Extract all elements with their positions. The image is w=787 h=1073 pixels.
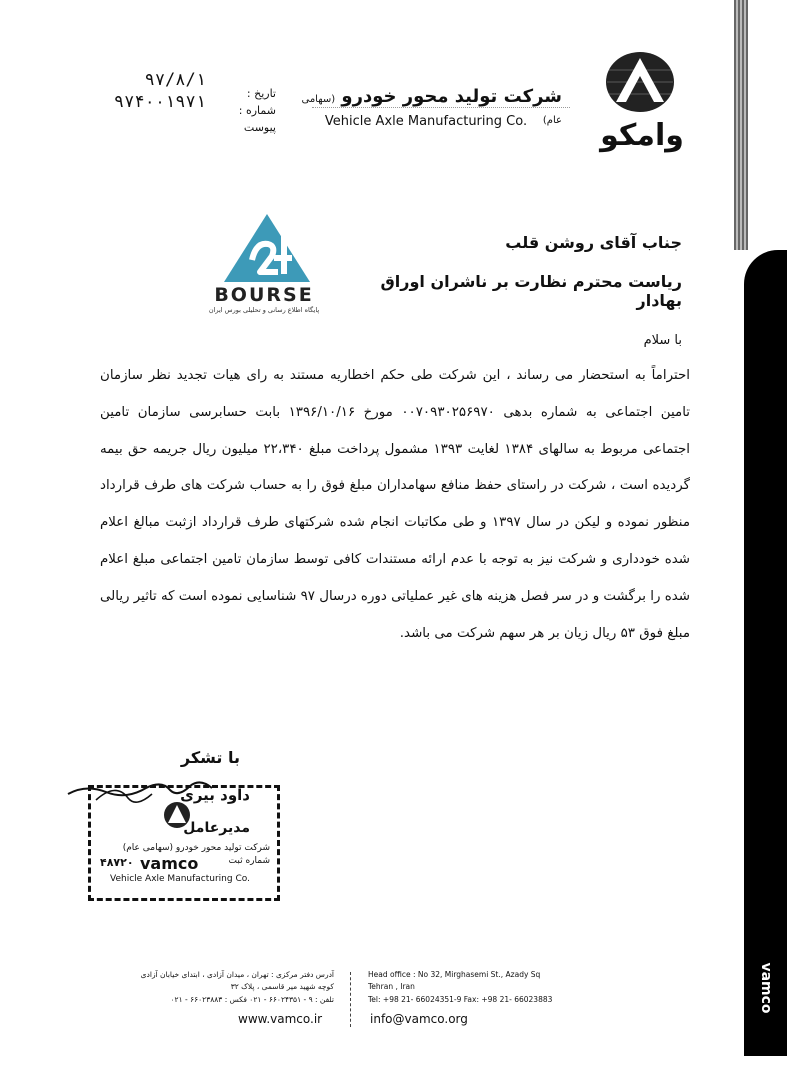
company-name-fa-main: شرکت تولید محور خودرو — [341, 86, 562, 107]
footer-address-en-1: Head office : No 32, Mirghasemi St., Azady Sq — [368, 970, 541, 979]
closing-thanks: با تشکر — [180, 748, 240, 767]
attachment-label: پیوست — [243, 121, 276, 134]
signatory-name: داود بیری — [180, 786, 250, 804]
recipient-title: ریاست محترم نظارت بر ناشران اوراق بهادار — [380, 272, 682, 310]
side-stripe — [744, 250, 787, 1056]
stamp-brand: vamco — [140, 854, 199, 873]
bourse-subtitle: پایگاه اطلاع رسانی و تحلیلی بورس ایران — [208, 306, 320, 314]
company-name-en: Vehicle Axle Manufacturing Co. — [324, 114, 528, 129]
stamp-company: شرکت تولید محور خودرو (سهامی عام) — [122, 843, 270, 853]
bourse-brand: BOURSE — [214, 284, 314, 306]
date-label: تاریخ : — [246, 87, 276, 100]
bourse-logo-icon — [222, 212, 312, 284]
footer-website[interactable]: www.vamco.ir — [238, 1012, 323, 1026]
side-stripe-texture — [734, 0, 748, 250]
stamp-reg-number: ۴۸۷۲۰ — [100, 856, 134, 869]
footer-phone-en: Tel: +98 21- 66024351-9 Fax: +98 21- 66023883 — [368, 995, 553, 1004]
greeting: با سلام — [643, 333, 682, 348]
signatory-title: مدیرعامل — [183, 820, 250, 836]
company-logo-text: وامکو — [600, 118, 684, 153]
recipient-name: جناب آقای روشن قلب — [505, 233, 682, 252]
number-label: شماره : — [238, 104, 276, 117]
header-rule — [312, 107, 570, 108]
footer-divider — [350, 972, 351, 1027]
footer-address-fa-1: آدرس دفتر مرکزی : تهران ، میدان آزادی ، ابتدای خیابان آزادی — [140, 970, 334, 979]
company-logo-icon — [604, 50, 676, 114]
date-value: ۹۷/۸/۱ — [144, 70, 206, 90]
stamp-company-en: Vehicle Axle Manufacturing Co. — [110, 874, 250, 884]
footer-phone-fa: تلفن : ۹ - ۶۶۰۲۴۳۵۱ - ۰۲۱ فکس : ۶۶۰۲۳۸۸۳ - ۰۲۱ — [170, 995, 334, 1004]
footer-address-en-2: Tehran , Iran — [368, 982, 415, 991]
number-value: ۹۷۴۰۰۱۹۷۱ — [113, 92, 206, 112]
footer-email[interactable]: info@vamco.org — [370, 1012, 468, 1026]
side-brand: vamco — [758, 962, 774, 1014]
body-paragraph: احتراماً به استحضار می رساند ، این شرکت طی حکم اخطاریه مستند به رای هیات تجدید نظر سازمان تامین اجتماعی به شماره بدهی ۰۰۷۰۹۳۰۲۵۶۹۷۰ مورخ ۱۳۹۶/۱۰/۱۶ بابت حسابرسی سازمان تامین اجتماعی مربوط به سالهای ۱۳۸۴ لغایت ۱۳۹۳ مشمول پرداخت مبلغ ۲۲،۳۴۰ میلیون ریال جریمه حق بیمه گردیده است ، شرکت در راستای حفظ منافع سهامداران مبلغ فوق را به حساب شرکت های طرف قرارداد منظور نموده و لیکن در سال ۱۳۹۷ و طی مکاتبات انجام شده شرکتهای طرف قرارداد ازثبت مبالغ اعلام شده خودداری و شرکت نیز به توجه با عدم ارائه مستندات کافی توسط سازمان تامین اجتماعی مبلغ اعلام شده را برگشت و در سر فصل هزینه های غیر عملیاتی دوره درسال ۹۷ شناسایی نموده است که تاثیر ریالی مبلغ فوق ۵۳ ریال زیان بر هر سهم شرکت می باشد. — [100, 368, 691, 641]
company-name-fa-suffix: (سهامی عام) — [301, 94, 562, 126]
footer-address-fa-2: کوچه شهید میر قاسمی ، پلاک ۳۲ — [230, 982, 334, 991]
stamp-reg-label: شماره ثبت — [228, 856, 270, 866]
